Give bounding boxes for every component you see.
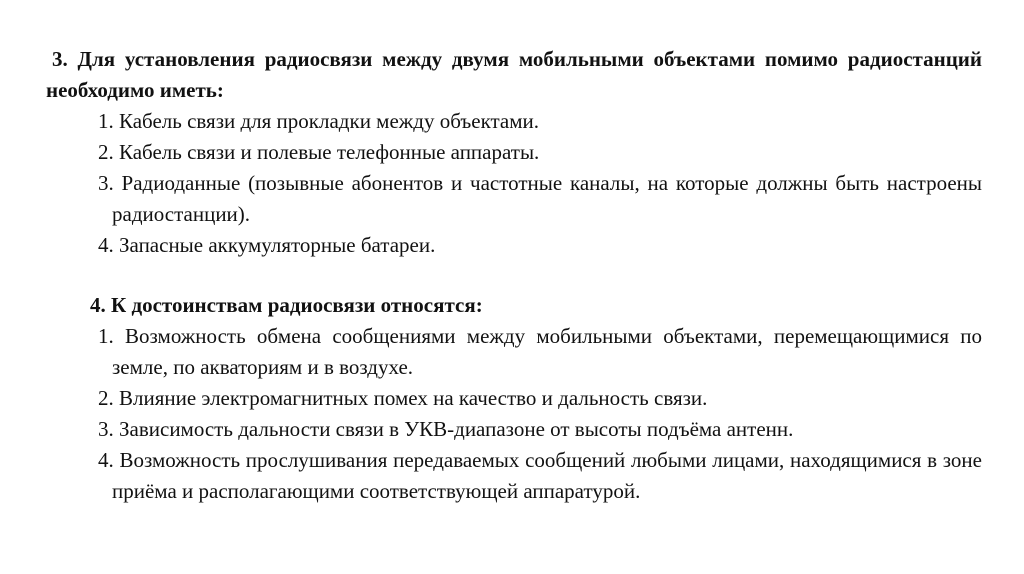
- answer-text: Возможность обмена сообщениями между мобильными объектами, перемещающимися по земле, по акваториям и в воздухе.: [112, 324, 982, 379]
- answer-number: 1.: [98, 324, 114, 348]
- answer-text: Радиоданные (позывные абонентов и частотные каналы, на которые должны быть настроены радиостанции).: [112, 171, 982, 226]
- answer-number: 1.: [98, 109, 114, 133]
- answer-option-2: [46, 383, 982, 414]
- answer-option-3: [46, 168, 982, 230]
- question-4: [46, 290, 982, 507]
- answer-text: Влияние электромагнитных помех на качество и дальность связи.: [119, 386, 708, 410]
- answer-option-4: [46, 230, 982, 261]
- answer-option-1: [46, 106, 982, 137]
- answer-option-4: [46, 445, 982, 507]
- answer-text: Запасные аккумуляторные батареи.: [119, 233, 436, 257]
- answer-list: [46, 321, 982, 507]
- question-3: [46, 44, 982, 261]
- answer-number: 3.: [98, 171, 114, 195]
- answer-option-2: [46, 137, 982, 168]
- answer-text: Возможность прослушивания передаваемых сообщений любыми лицами, находящимися в зоне приёма и располагающими соответствующей аппаратурой.: [112, 448, 982, 503]
- question-title: 4. К достоинствам радиосвязи относятся:: [90, 293, 483, 317]
- answer-option-1: [46, 321, 982, 383]
- answer-number: 4.: [98, 448, 114, 472]
- answer-number: 3.: [98, 417, 114, 441]
- answer-text: Кабель связи и полевые телефонные аппараты.: [119, 140, 540, 164]
- question-title: 3. Для установления радиосвязи между двумя мобильными объектами помимо радиостанций необходимо иметь:: [46, 47, 982, 102]
- answer-text: Зависимость дальности связи в УКВ-диапазоне от высоты подъёма антенн.: [119, 417, 794, 441]
- answer-text: Кабель связи для прокладки между объектами.: [119, 109, 540, 133]
- answer-number: 2.: [98, 140, 114, 164]
- answer-list: [46, 106, 982, 261]
- answer-number: 4.: [98, 233, 114, 257]
- answer-option-3: [46, 414, 982, 445]
- answer-number: 2.: [98, 386, 114, 410]
